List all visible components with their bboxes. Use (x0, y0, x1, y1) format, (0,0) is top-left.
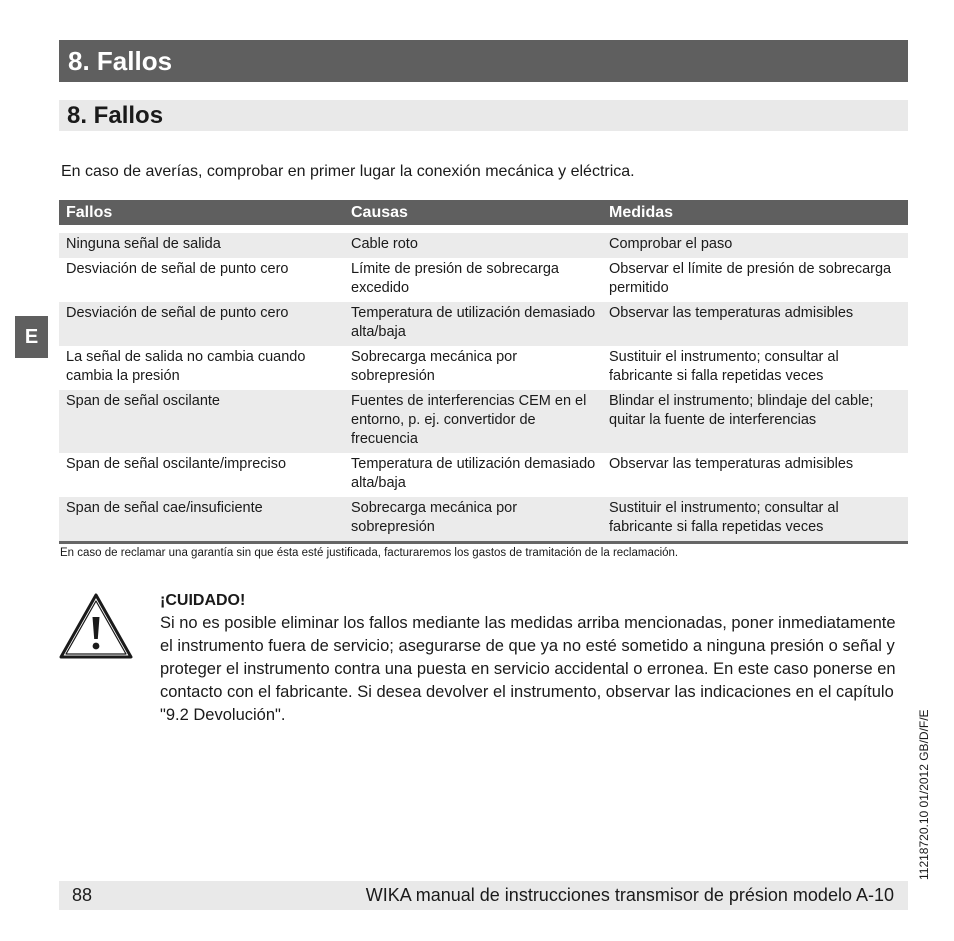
table-row (59, 390, 908, 453)
faults-table (59, 200, 908, 544)
table-cell: Temperatura de utilización demasiado alta/baja (351, 456, 596, 491)
table-cell: Desviación de señal de punto cero (66, 261, 289, 277)
table-cell: Ninguna señal de salida (59, 233, 344, 258)
table-cell: Temperatura de utilización demasiado alta/baja (344, 302, 602, 346)
table-cell: Observar las temperaturas admisibles (602, 302, 908, 346)
intro-text: En caso de averías, comprobar en primer lugar la conexión mecánica y eléctrica. (61, 163, 635, 180)
section-title: 8. Fallos (68, 46, 173, 76)
table-cell: Blindar el instrumento; blindaje del cable; quitar la fuente de interferencias (602, 390, 908, 453)
column-header-causas: Causas (344, 200, 602, 225)
table-row (59, 258, 908, 302)
section-subheader (59, 100, 908, 131)
table-cell: Span de señal oscilante (59, 390, 344, 453)
column-header-fallos: Fallos (59, 200, 344, 225)
table-cell: La señal de salida no cambia cuando cambia la presión (66, 349, 306, 384)
table-cell: Fuentes de interferencias CEM en el entorno, p. ej. convertidor de frecuencia (344, 390, 602, 453)
table-header-row (59, 200, 908, 225)
table-cell: Sustituir el instrumento; consultar al fabricante si falla repetidas veces (602, 497, 908, 543)
column-header-medidas: Medidas (602, 200, 908, 225)
page-footer (59, 881, 908, 910)
warranty-footnote: En caso de reclamar una garantía sin que ésta esté justificada, facturaremos los gastos de tramitación de la reclamación. (60, 547, 679, 559)
table-row (59, 497, 908, 543)
table-cell: Comprobar el paso (602, 233, 908, 258)
table-cell: Sustituir el instrumento; consultar al fabricante si falla repetidas veces (609, 349, 839, 384)
table-cell: Span de señal oscilante/impreciso (66, 456, 287, 472)
table-cell: Desviación de señal de punto cero (59, 302, 344, 346)
language-tab: E (15, 316, 48, 358)
warning-triangle-icon (58, 592, 134, 660)
manual-title: WIKA manual de instrucciones transmisor de présion modelo A-10 (365, 885, 894, 905)
table-cell: Sobrecarga mecánica por sobrepresión (351, 349, 518, 384)
document-code: 11218720.10 01/2012 GB/D/F/E (917, 709, 931, 880)
table-row (59, 233, 908, 258)
table-row (59, 302, 908, 346)
table-cell: Observar las temperaturas admisibles (609, 456, 854, 472)
table-cell: Límite de presión de sobrecarga excedido (351, 261, 559, 296)
warning-text: Si no es posible eliminar los fallos mediante las medidas arriba mencionadas, poner inmediatamente el instrumento fuera de servicio; asegurarse de que ya no esté sometido a ninguna presión o señal y proteger el instrumento contra una puesta en servicio accidental o erronea. En este caso ponerse en contacto con el fabricante. Si desea devolver el instrumento, observar las indicaciones en el capítulo "9.2 Devolución". (160, 614, 896, 724)
section-subtitle: 8. Fallos (67, 102, 164, 129)
page-number: 88 (72, 885, 93, 905)
table-cell: Observar el límite de presión de sobrecarga permitido (609, 261, 892, 296)
section-header (59, 40, 908, 82)
table-cell: Span de señal cae/insuficiente (59, 497, 344, 543)
table-row (59, 453, 908, 497)
table-cell: Cable roto (344, 233, 602, 258)
table-row (59, 346, 908, 390)
table-cell: Sobrecarga mecánica por sobrepresión (344, 497, 602, 543)
warning-title: ¡CUIDADO! (160, 592, 246, 609)
